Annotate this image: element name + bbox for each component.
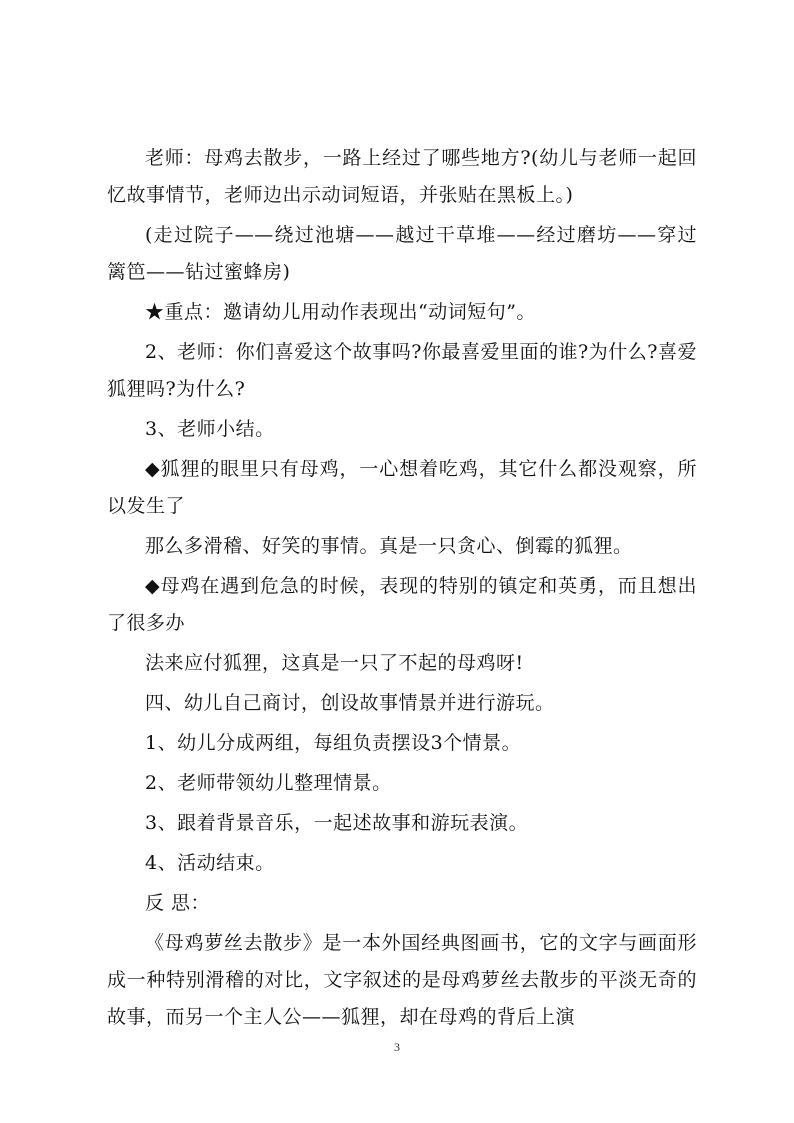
paragraph-summary-heading: 3、老师小结。 xyxy=(145,418,275,440)
paragraph-step-one: 1、幼儿分成两组，每组负责摆设3个情景。 xyxy=(145,732,522,754)
paragraph-key-point: ★重点：邀请幼儿用动作表现出“动词短句”。 xyxy=(145,301,536,323)
paragraph-reflection-heading: 反 思： xyxy=(145,892,211,914)
paragraph-hen-continued: 法来应付狐狸，这真是一只了不起的母鸡呀! xyxy=(145,652,524,674)
paragraph-step-three: 3、跟着背景音乐，一起述故事和游玩表演。 xyxy=(145,812,529,834)
paragraph-route-list: (走过院子——绕过池塘——越过干草堆——经过磨坊——穿过篱笆——钻过蜜蜂房) xyxy=(107,224,697,283)
paragraph-reflection-body: 《母鸡萝丝去散步》是一本外国经典图画书，它的文字与画面形成一种特别滑稽的对比，文字叙述的是母鸡萝丝去散步的平淡无奇的故事，而另一个主人公——狐狸，却在母鸡的背后上演 xyxy=(107,932,697,1028)
paragraph-fox-continued: 那么多滑稽、好笑的事情。真是一只贪心、倒霉的狐狸。 xyxy=(145,535,633,557)
paragraph-section-four: 四、幼儿自己商讨，创设故事情景并进行游玩。 xyxy=(145,692,555,714)
paragraph-hen-point: ◆母鸡在遇到危急的时候，表现的特别的镇定和英勇，而且想出了很多办 xyxy=(107,575,697,634)
paragraph-teacher-question: 老师：母鸡去散步，一路上经过了哪些地方?(幼儿与老师一起回忆故事情节，老师边出示动词短语，并张贴在黑板上。) xyxy=(107,147,697,206)
document-body xyxy=(107,140,697,1036)
paragraph-step-four: 4、活动结束。 xyxy=(145,852,275,874)
paragraph-step-two: 2、老师带领幼儿整理情景。 xyxy=(145,772,392,794)
paragraph-fox-point: ◆狐狸的眼里只有母鸡，一心想着吃鸡，其它什么都没观察，所以发生了 xyxy=(107,458,697,517)
page-number: 3 xyxy=(394,1040,400,1054)
paragraph-teacher-ask: 2、老师：你们喜爱这个故事吗?你最喜爱里面的谁?为什么?喜爱狐狸吗?为什么? xyxy=(107,341,697,400)
